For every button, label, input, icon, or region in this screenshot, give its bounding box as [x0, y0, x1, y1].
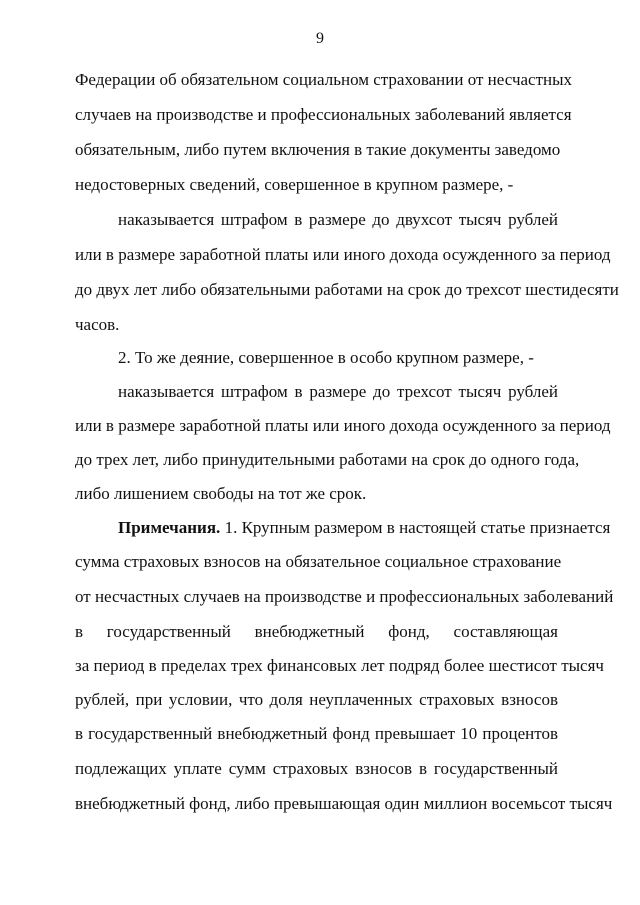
text-line: недостоверных сведений, совершенное в крупном размере, -	[75, 175, 514, 194]
text-line: наказывается штрафом в размере до двухсот тысяч рублей	[118, 210, 558, 229]
text-line: случаев на производстве и профессиональных заболеваний является	[75, 105, 572, 124]
text-line: подлежащих уплате сумм страховых взносов в государственный	[75, 759, 558, 778]
text-line: внебюджетный фонд, либо превышающая один миллион восемьсот тысяч	[75, 794, 613, 813]
note-label: Примечания.	[118, 518, 221, 537]
text-line: обязательным, либо путем включения в такие документы заведомо	[75, 140, 561, 159]
note-first-line	[118, 518, 611, 538]
text-line: или в размере заработной платы или иного дохода осужденного за период	[75, 245, 611, 264]
note-first-line-text: 1. Крупным размером в настоящей статье признается	[220, 518, 611, 537]
text-line: до двух лет либо обязательными работами на срок до трехсот шестидесяти	[75, 280, 619, 299]
text-line: или в размере заработной платы или иного дохода осужденного за период	[75, 416, 611, 435]
text-line: до трех лет, либо принудительными работами на срок до одного года,	[75, 450, 580, 469]
text-line: Федерации об обязательном социальном страховании от несчастных	[75, 70, 573, 89]
text-line: от несчастных случаев на производстве и профессиональных заболеваний	[75, 587, 614, 606]
text-line: 2. То же деяние, совершенное в особо крупном размере, -	[118, 348, 534, 367]
text-line: за период в пределах трех финансовых лет подряд более шестисот тысяч	[75, 656, 604, 675]
text-line: в государственный внебюджетный фонд, составляющая	[75, 622, 558, 641]
text-line: в государственный внебюджетный фонд превышает 10 процентов	[75, 724, 558, 743]
page-number: 9	[316, 30, 324, 47]
text-line: либо лишением свободы на тот же срок.	[75, 484, 367, 503]
text-line: наказывается штрафом в размере до трехсот тысяч рублей	[118, 382, 558, 401]
text-line: рублей, при условии, что доля неуплаченных страховых взносов	[75, 690, 558, 709]
text-line: сумма страховых взносов на обязательное социальное страхование	[75, 552, 562, 571]
text-line: часов.	[75, 315, 120, 334]
